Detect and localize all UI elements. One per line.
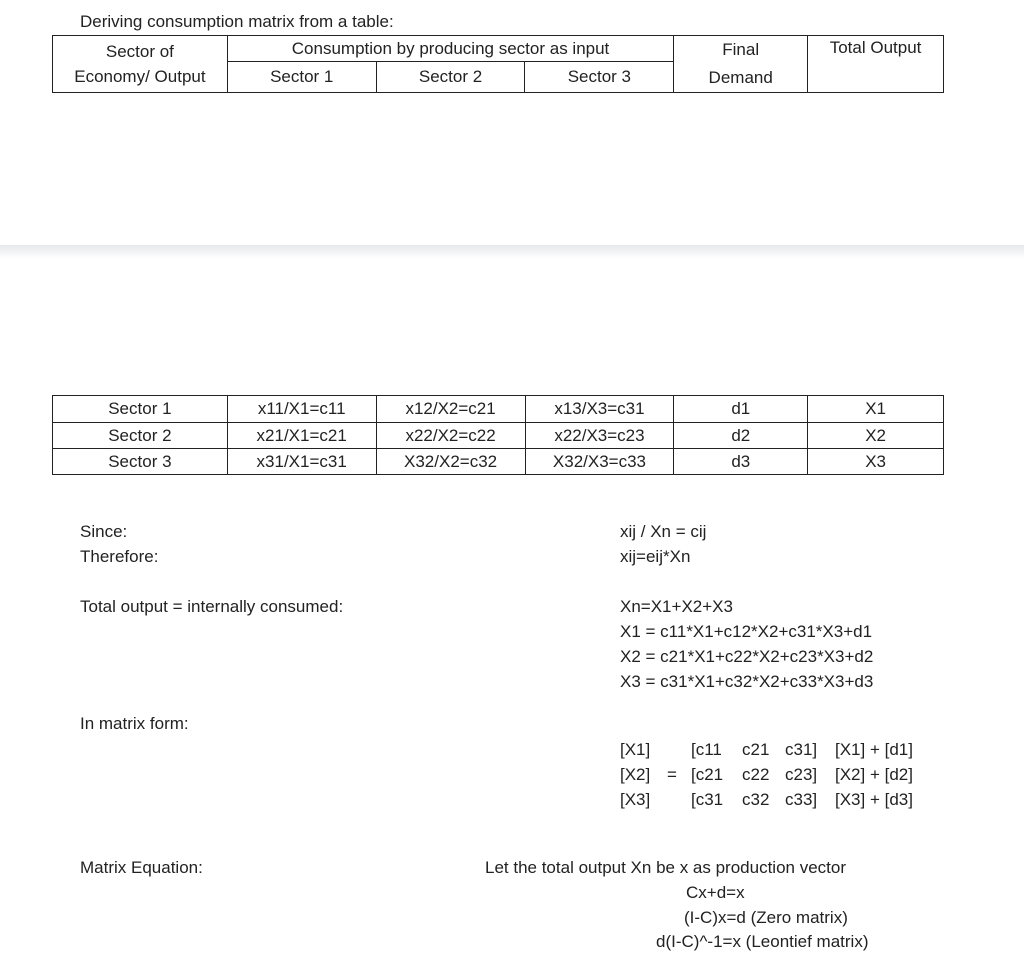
matrix-lhs: [X3]: [620, 790, 651, 809]
table-cell: X2: [808, 423, 944, 449]
table-cell: x22/X3=c23: [525, 423, 674, 449]
table-cell: Sector 3: [53, 449, 228, 475]
coef-matrix-cell: c21: [742, 740, 770, 759]
matrix-rhs: [X1] + [d1]: [835, 740, 913, 759]
table-cell: X32/X3=c33: [525, 449, 674, 475]
coef-matrix-cell: c23]: [785, 765, 818, 784]
table-cell: d1: [674, 396, 808, 423]
coef-matrix-cell: [c21: [691, 765, 724, 784]
page-title: Deriving consumption matrix from a table:: [80, 12, 394, 31]
table-cell: x13/X3=c31: [525, 396, 674, 423]
total-eq-line: X3 = c31*X1+c32*X2+c33*X3+d3: [620, 672, 874, 691]
matrix-form-label: In matrix form:: [80, 714, 189, 733]
data-table: [52, 395, 944, 475]
table-cell: x12/X2=c21: [376, 396, 525, 423]
sector-of-economy-header: Sector of Economy/ Output: [53, 36, 228, 93]
total-output-label: Total output = internally consumed:: [80, 597, 344, 616]
sub-header-sector-2: Sector 2: [376, 62, 525, 93]
matrix-lhs: [X1]: [620, 740, 651, 759]
matrix-equation-label: Matrix Equation:: [80, 858, 203, 877]
table-cell: X1: [808, 396, 944, 423]
coef-matrix-cell: [c11: [691, 740, 722, 759]
matrix-lhs: [X2]: [620, 765, 651, 784]
matrix-eq-line: Let the total output Xn be x as production vector: [485, 858, 847, 877]
coef-matrix-cell: c31]: [785, 740, 818, 759]
matrix-equals: =: [667, 765, 677, 784]
table-cell: x11/X1=c11: [227, 396, 376, 423]
coef-matrix-cell: c32: [742, 790, 770, 809]
since-label: Since:: [80, 522, 128, 541]
since-equation: xij / Xn = cij: [620, 522, 707, 541]
table-cell: x22/X2=c22: [376, 423, 525, 449]
matrix-eq-line: Cx+d=x: [686, 883, 745, 902]
sub-header-sector-1: Sector 1: [227, 62, 376, 93]
matrix-rhs: [X3] + [d3]: [835, 790, 913, 809]
table-row: [53, 423, 944, 449]
table-row: [53, 396, 944, 423]
table-cell: x21/X1=c21: [227, 423, 376, 449]
table-cell: X32/X2=c32: [376, 449, 525, 475]
coef-matrix-cell: c22: [742, 765, 770, 784]
consumption-header: Consumption by producing sector as input: [227, 36, 673, 62]
total-eq-line: X2 = c21*X1+c22*X2+c23*X3+d2: [620, 647, 874, 666]
table-cell: X3: [808, 449, 944, 475]
matrix-rhs: [X2] + [d2]: [835, 765, 913, 784]
sub-header-sector-3: Sector 3: [525, 62, 674, 93]
total-output-header: Total Output: [808, 36, 944, 93]
table-cell: d3: [674, 449, 808, 475]
coef-matrix-cell: [c31: [691, 790, 724, 809]
page-separator: [0, 245, 1024, 259]
table-cell: Sector 1: [53, 396, 228, 423]
total-eq-line: Xn=X1+X2+X3: [620, 597, 733, 616]
therefore-equation: xij=eij*Xn: [620, 547, 691, 566]
table-cell: Sector 2: [53, 423, 228, 449]
table-row: [53, 449, 944, 475]
total-eq-line: X1 = c11*X1+c12*X2+c31*X3+d1: [620, 622, 873, 641]
header-table: [52, 35, 944, 93]
therefore-label: Therefore:: [80, 547, 159, 566]
matrix-eq-line: (I-C)x=d (Zero matrix): [684, 908, 848, 927]
matrix-eq-line: d(I-C)^-1=x (Leontief matrix): [656, 932, 869, 951]
coef-matrix-cell: c33]: [785, 790, 818, 809]
final-demand-header: Final Demand: [674, 36, 808, 93]
table-cell: d2: [674, 423, 808, 449]
table-cell: x31/X1=c31: [227, 449, 376, 475]
